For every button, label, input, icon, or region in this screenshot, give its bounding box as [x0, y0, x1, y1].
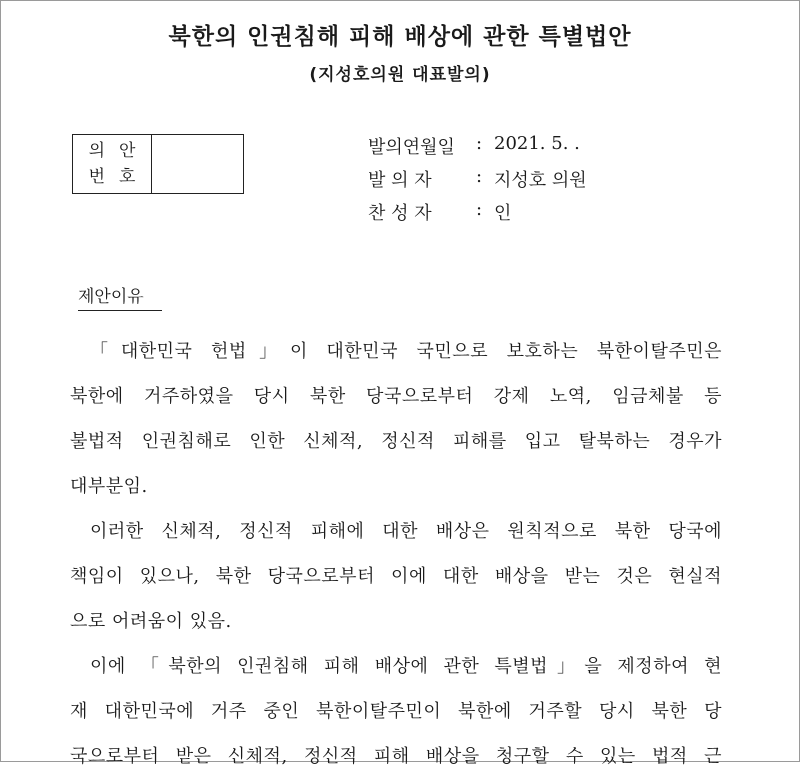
meta-value: 2021. 5. .	[494, 133, 580, 154]
body-line: 으로 어려움이 있음.	[70, 611, 232, 632]
document-subtitle: (지성호의원 대표발의)	[309, 65, 491, 85]
body-line: 「대한민국 헌법」이 대한민국 국민으로 보호하는 북한이탈주민은	[90, 341, 722, 362]
bill-number-label-line2: 번호	[88, 167, 150, 187]
meta-row-date	[368, 133, 587, 166]
body-line: 대부분임.	[70, 476, 148, 497]
body-line: 재 대한민국에 거주 중인 북한이탈주민이 북한에 거주할 당시 북한 당	[70, 701, 722, 722]
meta-key: 찬 성 자	[368, 203, 432, 224]
meta-separator: :	[476, 133, 483, 154]
section-heading: 제안이유	[78, 282, 162, 311]
meta-row-proposer	[368, 166, 587, 199]
bill-meta	[368, 133, 587, 232]
body-line: 이에 「북한의 인권침해 피해 배상에 관한 특별법」을 제정하여 현	[90, 656, 722, 677]
meta-value: 지성호 의원	[494, 170, 587, 191]
document-title: 북한의 인권침해 피해 배상에 관한 특별법안	[168, 24, 632, 50]
meta-separator: :	[476, 166, 483, 187]
body-line: 국으로부터 받은 신체적, 정신적 피해 배상을 청구할 수 있는 법적 근	[70, 746, 722, 767]
meta-key: 발 의 자	[368, 170, 432, 191]
bill-number-label-line1: 의안	[88, 141, 150, 161]
bill-number-label	[73, 135, 152, 193]
meta-row-supporters	[368, 199, 587, 232]
meta-value: 인	[494, 203, 512, 224]
body-line: 이러한 신체적, 정신적 피해에 대한 배상은 원칙적으로 북한 당국에	[90, 521, 722, 542]
body-line: 불법적 인권침해로 인한 신체적, 정신적 피해를 입고 탈북하는 경우가	[70, 431, 722, 452]
bill-number-box	[72, 134, 244, 194]
body-line: 북한에 거주하였을 당시 북한 당국으로부터 강제 노역, 임금체불 등	[70, 386, 722, 407]
meta-separator: :	[476, 199, 483, 220]
meta-key: 발의연월일	[368, 137, 455, 158]
body-line: 책임이 있으나, 북한 당국으로부터 이에 대한 배상을 받는 것은 현실적	[70, 566, 722, 587]
